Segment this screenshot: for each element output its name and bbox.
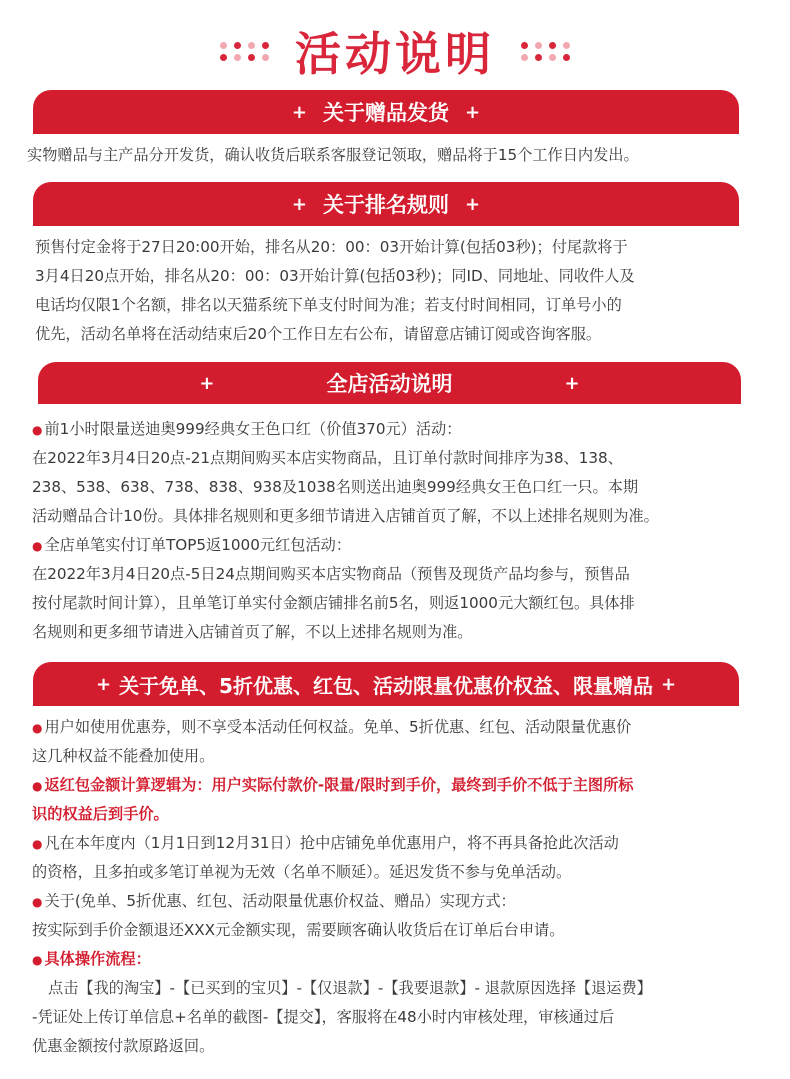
sparkle-icon: +: [95, 673, 112, 695]
section-heading: 关于免单、5折优惠、红包、活动限量优惠价权益、限量赠品: [119, 673, 653, 698]
list-item: ● 全店单笔实付订单TOP5返1000元红包活动：: [32, 536, 352, 554]
bullet-icon: ●: [32, 895, 43, 909]
section-banner-benefits: [33, 662, 739, 706]
text-line: 238、538、638、738、838、938及1038名则送出迪奥999经典女王色口红一只。本期: [32, 478, 639, 496]
text-line-highlight: 识的权益后到手价。: [32, 805, 169, 823]
section-body-benefits: [32, 713, 652, 1061]
decorative-dots-left-icon: [220, 42, 269, 61]
list-item: ● 凡在本年度内（1月1日到12月31日）抢中店铺免单优惠用户，将不再具备抢此次活动: [32, 834, 619, 852]
list-item: ● 前1小时限量送迪奥999经典女王色口红（价值370元）活动：: [32, 420, 462, 438]
sparkle-icon: +: [291, 193, 307, 215]
text-line: 在2022年3月4日20点-21点期间购买本店实物商品，且订单付款时间排序为38、138、: [32, 449, 623, 467]
text-line: 按实际到手价金额退还XXX元金额实现，需要顾客确认收货后在订单后台申请。: [32, 921, 565, 939]
section-body-ranking: [35, 233, 635, 349]
sparkle-icon: +: [465, 101, 481, 123]
decorative-dots-right-icon: [521, 42, 570, 61]
text-line: 名规则和更多细节请进入店铺首页了解，不以上述排名规则为准。: [32, 623, 473, 641]
text-line: 3月4日20点开始，排名从20：00：03开始计算(包括03秒)；同ID、同地址、同收件人及: [35, 267, 635, 285]
list-item-highlight: ● 具体操作流程：: [32, 950, 151, 968]
text-line: 优惠金额按付款原路返回。: [32, 1037, 215, 1055]
text-line: 预售付定金将于27日20:00开始，排名从20：00：03开始计算(包括03秒)；付尾款将于: [35, 238, 628, 256]
page-title: 活动说明: [295, 27, 495, 81]
text-line: 电话均仅限1个名额，排名以天猫系统下单支付时间为准；若支付时间相同，订单号小的: [35, 296, 622, 314]
list-item: ● 用户如使用优惠券，则不享受本活动任何权益。免单、5折优惠、红包、活动限量优惠价: [32, 718, 632, 736]
text-line: 优先，活动名单将在活动结束后20个工作日左右公布，请留意店铺订阅或咨询客服。: [35, 325, 602, 343]
section-heading: 关于赠品发货: [323, 101, 449, 125]
text-line: 点击【我的淘宝】-【已买到的宝贝】-【仅退款】-【我要退款】- 退款原因选择【退运费】: [48, 979, 652, 997]
text-line: 实物赠品与主产品分开发货，确认收货后联系客服登记领取，赠品将于15个工作日内发出。: [27, 146, 639, 164]
sparkle-icon: +: [291, 101, 307, 123]
list-item-highlight: ● 返红包金额计算逻辑为：用户实际付款价-限量/限时到手价，最终到手价不低于主图所标: [32, 776, 634, 794]
text-line: -凭证处上传订单信息+名单的截图-【提交】，客服将在48小时内审核处理，审核通过后: [32, 1008, 615, 1026]
text-line: 活动赠品合计10份。具体排名规则和更多细节请进入店铺首页了解，不以上述排名规则为准。: [32, 507, 659, 525]
bullet-icon: ●: [32, 539, 43, 553]
text-line: 这几种权益不能叠加使用。: [32, 747, 215, 765]
section-banner-ranking: [33, 182, 739, 226]
list-item: ● 关于(免单、5折优惠、红包、活动限量优惠价权益、赠品）实现方式：: [32, 892, 516, 910]
bullet-icon: ●: [32, 721, 43, 735]
bullet-icon: ●: [32, 779, 43, 793]
section-banner-store: [38, 362, 741, 404]
sparkle-icon: +: [660, 673, 677, 695]
text-line: 的资格，且多拍或多笔订单视为无效（名单不顺延）。延迟发货不参与免单活动。: [32, 863, 572, 881]
section-body-gift: [27, 141, 639, 170]
text-line: 按付尾款时间计算），且单笔订单实付金额店铺排名前5名，则返1000元大额红包。具体排: [32, 594, 635, 612]
bullet-icon: ●: [32, 837, 43, 851]
sparkle-icon: +: [199, 372, 215, 394]
sparkle-icon: +: [564, 372, 580, 394]
title-row: [0, 18, 790, 84]
section-body-store: [32, 415, 659, 647]
section-heading: 全店活动说明: [326, 372, 453, 396]
bullet-icon: ●: [32, 953, 43, 967]
section-banner-gift: [33, 90, 739, 134]
text-line: 在2022年3月4日20点-5日24点期间购买本店实物商品（预售及现货产品均参与，预售品: [32, 565, 630, 583]
sparkle-icon: +: [465, 193, 481, 215]
bullet-icon: ●: [32, 423, 43, 437]
section-heading: 关于排名规则: [323, 193, 449, 217]
